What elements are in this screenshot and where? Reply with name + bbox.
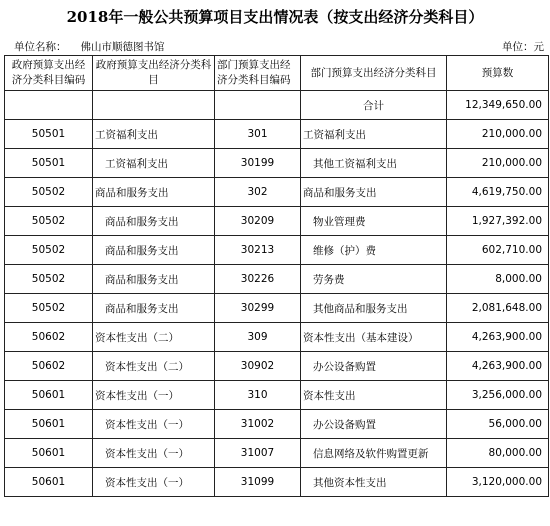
gov-code-cell: 50502 xyxy=(5,236,93,265)
amount-cell: 80,000.00 xyxy=(447,439,549,468)
gov-code-cell: 50601 xyxy=(5,439,93,468)
table-row xyxy=(5,178,549,207)
gov-code-cell: 50602 xyxy=(5,352,93,381)
dept-name-cell: 资本性支出 xyxy=(301,381,447,410)
table-row xyxy=(5,439,549,468)
gov-name-cell: 商品和服务支出 xyxy=(93,265,215,294)
dept-code-cell: 301 xyxy=(215,120,301,149)
unit-label: 单位名称： xyxy=(14,41,67,53)
amount-cell: 3,256,000.00 xyxy=(447,381,549,410)
total-amount: 12,349,650.00 xyxy=(447,91,549,120)
amount-cell: 602,710.00 xyxy=(447,236,549,265)
dept-code-cell: 30213 xyxy=(215,236,301,265)
dept-name-cell: 工资福利支出 xyxy=(301,120,447,149)
total-empty-cell xyxy=(93,91,215,120)
table-row xyxy=(5,323,549,352)
dept-code-cell: 30199 xyxy=(215,149,301,178)
table-row xyxy=(5,236,549,265)
dept-name-cell: 资本性支出（基本建设） xyxy=(301,323,447,352)
dept-name-cell: 其他资本性支出 xyxy=(301,468,447,497)
gov-code-cell: 50502 xyxy=(5,265,93,294)
dept-name-cell: 维修（护）费 xyxy=(301,236,447,265)
gov-code-cell: 50601 xyxy=(5,381,93,410)
gov-name-cell: 商品和服务支出 xyxy=(93,294,215,323)
total-label: 合计 xyxy=(301,91,447,120)
dept-code-cell: 30902 xyxy=(215,352,301,381)
gov-name-cell: 工资福利支出 xyxy=(93,149,215,178)
gov-name-cell: 工资福利支出 xyxy=(93,120,215,149)
dept-name-cell: 物业管理费 xyxy=(301,207,447,236)
gov-code-cell: 50502 xyxy=(5,207,93,236)
dept-code-cell: 302 xyxy=(215,178,301,207)
gov-name-cell: 资本性支出（二） xyxy=(93,323,215,352)
amount-cell: 8,000.00 xyxy=(447,265,549,294)
amount-cell: 3,120,000.00 xyxy=(447,468,549,497)
gov-code-cell: 50501 xyxy=(5,149,93,178)
gov-code-cell: 50602 xyxy=(5,323,93,352)
table-body xyxy=(5,91,549,497)
amount-cell: 4,263,900.00 xyxy=(447,352,549,381)
table-row xyxy=(5,381,549,410)
gov-name-cell: 资本性支出（二） xyxy=(93,352,215,381)
table-row xyxy=(5,149,549,178)
dept-name-cell: 办公设备购置 xyxy=(301,352,447,381)
budget-table xyxy=(4,55,549,497)
gov-code-cell: 50501 xyxy=(5,120,93,149)
dept-code-cell: 31007 xyxy=(215,439,301,468)
dept-name-cell: 劳务费 xyxy=(301,265,447,294)
report-title: 2018年一般公共预算项目支出情况表（按支出经济分类科目） xyxy=(66,8,484,26)
unit-name: 佛山市顺德图书馆 xyxy=(80,41,165,53)
gov-name-cell: 资本性支出（一） xyxy=(93,410,215,439)
amount-cell: 56,000.00 xyxy=(447,410,549,439)
dept-code-cell: 30299 xyxy=(215,294,301,323)
gov-code-cell: 50601 xyxy=(5,468,93,497)
gov-name-cell: 资本性支出（一） xyxy=(93,439,215,468)
dept-code-cell: 30226 xyxy=(215,265,301,294)
table-row xyxy=(5,120,549,149)
total-empty-cell xyxy=(5,91,93,120)
table-header xyxy=(5,56,549,91)
dept-code-cell: 309 xyxy=(215,323,301,352)
dept-code-cell: 31002 xyxy=(215,410,301,439)
dept-name-cell: 其他工资福利支出 xyxy=(301,149,447,178)
amount-cell: 2,081,648.00 xyxy=(447,294,549,323)
dept-code-cell: 310 xyxy=(215,381,301,410)
dept-name-cell: 商品和服务支出 xyxy=(301,178,447,207)
table-row xyxy=(5,352,549,381)
amount-cell: 1,927,392.00 xyxy=(447,207,549,236)
dept-code-cell: 31099 xyxy=(215,468,301,497)
header-gov-code: 政府预算支出经济分类科目编码 xyxy=(5,56,93,91)
total-row xyxy=(5,91,549,120)
total-empty-cell xyxy=(215,91,301,120)
table-row xyxy=(5,207,549,236)
header-gov-name: 政府预算支出经济分类科目 xyxy=(93,56,215,91)
amount-cell: 210,000.00 xyxy=(447,149,549,178)
gov-name-cell: 商品和服务支出 xyxy=(93,207,215,236)
table-row xyxy=(5,410,549,439)
currency-unit: 单位：元 xyxy=(502,41,544,53)
amount-cell: 210,000.00 xyxy=(447,120,549,149)
gov-code-cell: 50502 xyxy=(5,178,93,207)
gov-code-cell: 50502 xyxy=(5,294,93,323)
unit-info xyxy=(14,39,165,54)
gov-name-cell: 资本性支出（一） xyxy=(93,381,215,410)
header-dept-name: 部门预算支出经济分类科目 xyxy=(301,56,447,91)
dept-code-cell: 30209 xyxy=(215,207,301,236)
amount-cell: 4,263,900.00 xyxy=(447,323,549,352)
table-row xyxy=(5,265,549,294)
header-row xyxy=(5,56,549,91)
table-row xyxy=(5,468,549,497)
gov-name-cell: 商品和服务支出 xyxy=(93,236,215,265)
table-row xyxy=(5,294,549,323)
amount-cell: 4,619,750.00 xyxy=(447,178,549,207)
dept-name-cell: 信息网络及软件购置更新 xyxy=(301,439,447,468)
dept-name-cell: 其他商品和服务支出 xyxy=(301,294,447,323)
header-amount: 预算数 xyxy=(447,56,549,91)
gov-code-cell: 50601 xyxy=(5,410,93,439)
dept-name-cell: 办公设备购置 xyxy=(301,410,447,439)
gov-name-cell: 商品和服务支出 xyxy=(93,178,215,207)
gov-name-cell: 资本性支出（一） xyxy=(93,468,215,497)
header-dept-code: 部门预算支出经济分类科目编码 xyxy=(215,56,301,91)
